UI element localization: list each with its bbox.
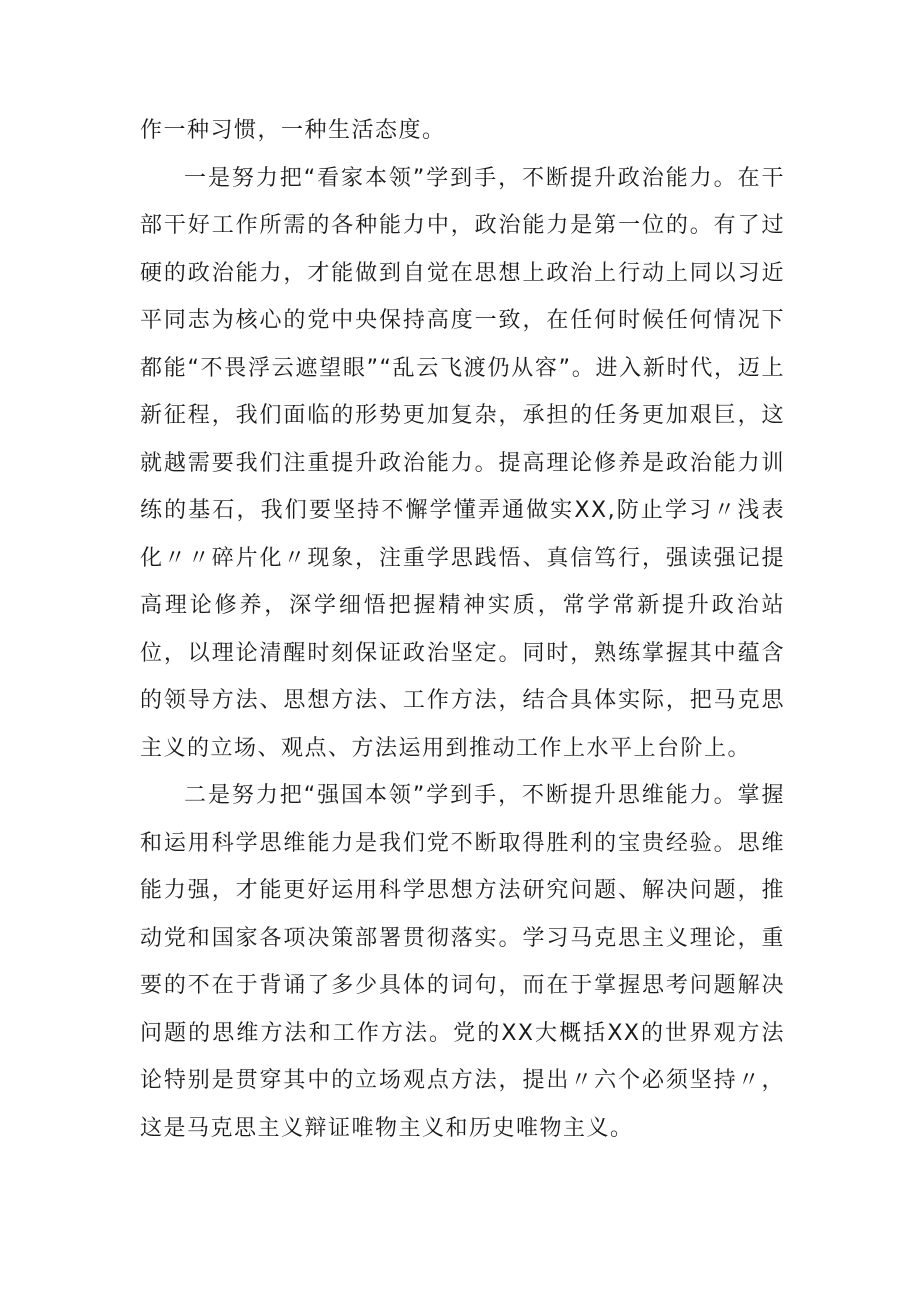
document-body <box>140 107 785 1152</box>
paragraph-political-ability: 一是努力把“看家本领”学到手，不断提升政治能力。在干部干好工作所需的各种能力中，政治能力是第一位的。有了过硬的政治能力，才能做到自觉在思想上政治上行动上同以习近平同志为核心的党中央保持高度一致，在任何时候任何情况下都能“不畏浮云遮望眼”“乱云飞渡仍从容”。进入新时代，迈上新征程，我们面临的形势更加复杂，承担的任务更加艰巨，这就越需要我们注重提升政治能力。提高理论修养是政治能力训练的基石，我们要坚持不懈学懂弄通做实XX,防止学习〃浅表化〃〃碎片化〃现象，注重学思践悟、真信笃行，强读强记提高理论修养，深学细悟把握精神实质，常学常新提升政治站位，以理论清醒时刻保证政治坚定。同时，熟练掌握其中蕴含的领导方法、思想方法、工作方法，结合具体实际，把马克思主义的立场、观点、方法运用到推动工作上水平上台阶上。 <box>140 165 785 761</box>
paragraph-thinking-ability: 二是努力把“强国本领”学到手，不断提升思维能力。掌握和运用科学思维能力是我们党不断取得胜利的宝贵经验。思维能力强，才能更好运用科学思想方法研究问题、解决问题，推动党和国家各项决策部署贯彻落实。学习马克思主义理论，重要的不在于背诵了多少具体的词句，而在于掌握思考问题解决问题的思维方法和工作方法。党的XX大概括XX的世界观方法论特别是贯穿其中的立场观点方法，提出〃六个必须坚持〃，这是马克思主义辩证唯物主义和历史唯物主义。 <box>140 783 785 1141</box>
paragraph-continuation: 作一种习惯，一种生活态度。 <box>140 118 446 143</box>
